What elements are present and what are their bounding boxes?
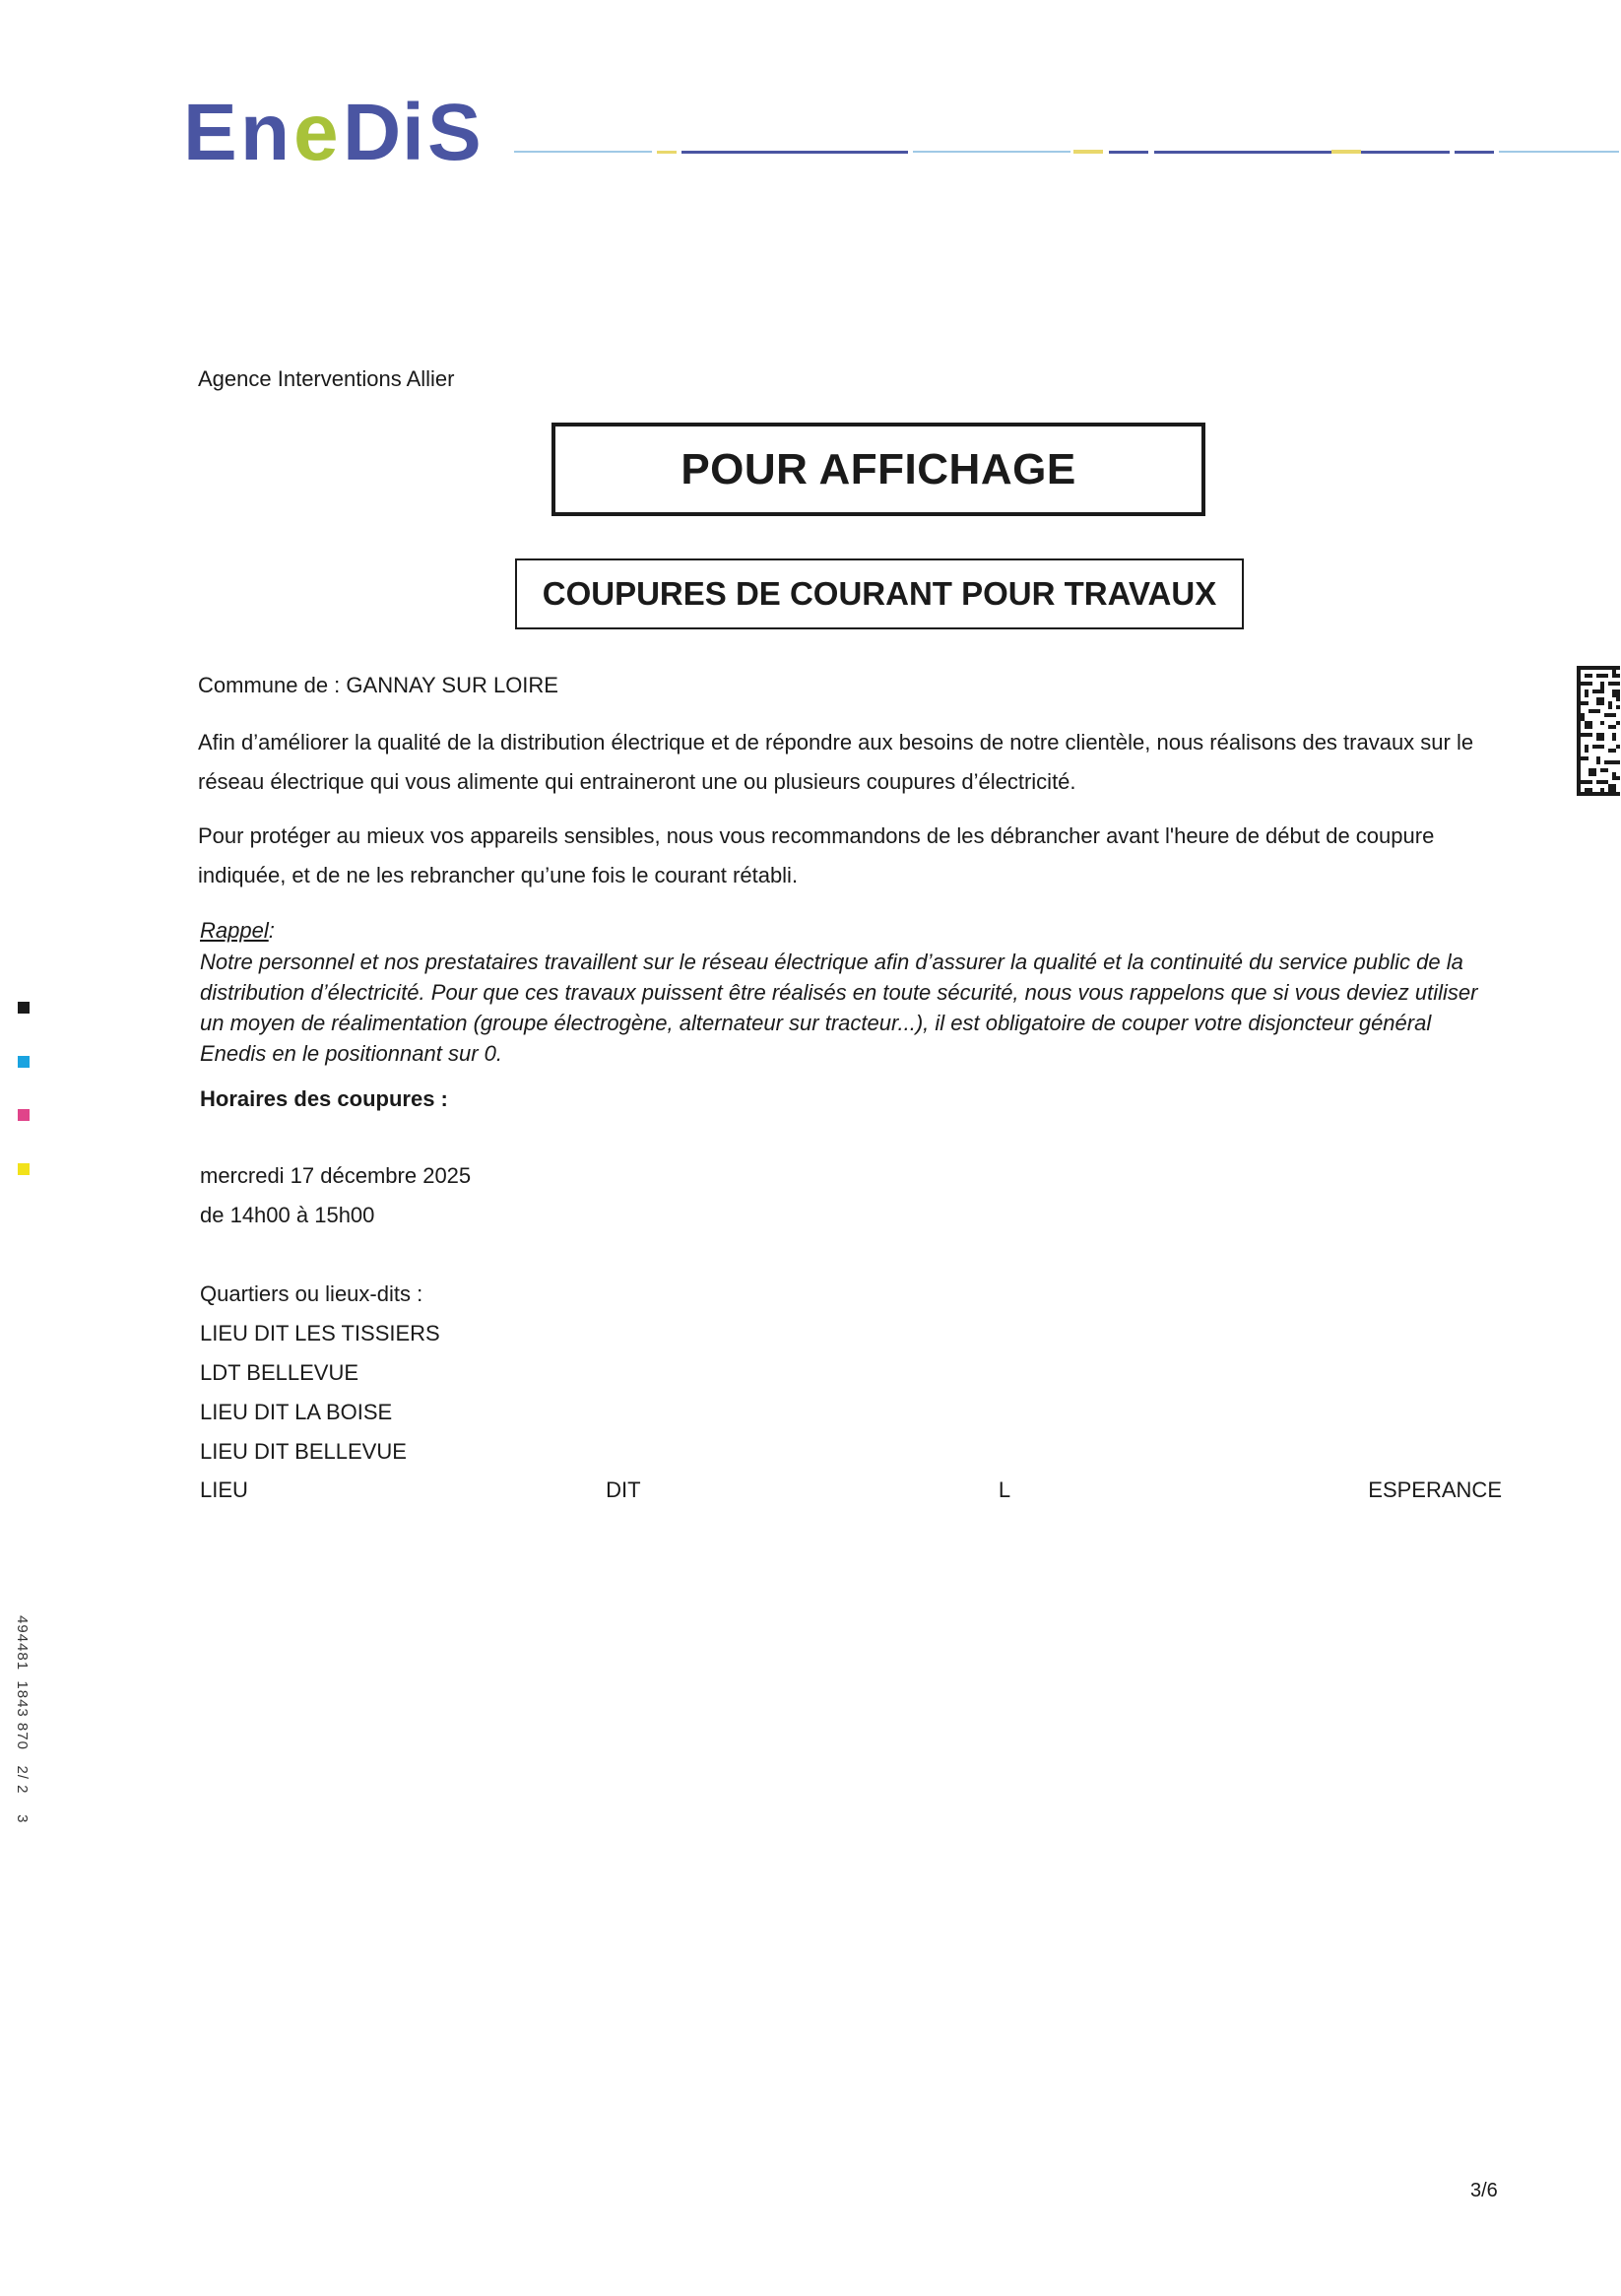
rappel-text: Notre personnel et nos prestataires travaillent sur le réseau électrique afin d’assurer la qualité et la continuité du service public de la distribution d’électricité. Pour que ces travaux puissent être réalisés en toute sécurité, nous vous rappelons que si vous deviez utiliser un moyen de réalimentation (groupe électrogène, alternateur sur tracteur...), il est obligatoire de couper votre disjoncteur général Enedis en le positionnant sur 0. bbox=[200, 950, 1478, 1066]
enedis-logo bbox=[183, 95, 498, 171]
coupures-title: COUPURES DE COURANT POUR TRAVAUX bbox=[542, 575, 1217, 612]
list-item: LIEU DIT LES TISSIERS bbox=[200, 1321, 440, 1345]
quartiers-list bbox=[200, 1321, 440, 1478]
intro-paragraph: Afin d’améliorer la qualité de la distribution électrique et de répondre aux besoins de notre clientèle, nous réalisons des travaux sur le réseau électrique qui vous alimente qui entraineront une ou plusieurs coupures d’électricité. bbox=[198, 730, 1474, 794]
list-item: LIEU DIT BELLEVUE bbox=[200, 1439, 407, 1464]
pour-affichage-box bbox=[551, 423, 1205, 516]
quartier-word: LIEU bbox=[200, 1477, 248, 1502]
page-number: 3/6 bbox=[1470, 2180, 1498, 2201]
rappel-label bbox=[200, 918, 275, 944]
horaires-heading: Horaires des coupures : bbox=[200, 1086, 448, 1111]
rappel-label-colon: : bbox=[268, 918, 275, 943]
registration-mark-black bbox=[18, 1002, 30, 1014]
agency-name: Agence Interventions Allier bbox=[198, 366, 455, 391]
quartier-justified-line bbox=[200, 1477, 1502, 1503]
quartier-word: L bbox=[998, 1477, 1011, 1502]
list-item: LIEU DIT LA BOISE bbox=[200, 1400, 393, 1424]
svg-text:S: S bbox=[427, 95, 482, 171]
quartiers-heading: Quartiers ou lieux-dits : bbox=[200, 1281, 423, 1306]
rappel-label-word: Rappel bbox=[200, 918, 269, 943]
header-decorative-line bbox=[514, 148, 1619, 156]
registration-mark-magenta bbox=[18, 1109, 30, 1121]
svg-text:e: e bbox=[293, 95, 339, 171]
schedule-date: mercredi 17 décembre 2025 bbox=[200, 1163, 472, 1188]
registration-mark-cyan bbox=[18, 1056, 30, 1068]
margin-print-code: 494481 1843 870 2/ 2 3 bbox=[14, 1615, 31, 1824]
registration-mark-yellow bbox=[18, 1163, 30, 1175]
datamatrix-barcode-icon bbox=[1577, 666, 1620, 796]
list-item: LDT BELLEVUE bbox=[200, 1360, 359, 1385]
commune-line: Commune de : GANNAY SUR LOIRE bbox=[198, 673, 558, 697]
schedule-time: de 14h00 à 15h00 bbox=[200, 1203, 375, 1227]
recommendation-paragraph: Pour protéger au mieux vos appareils sensibles, nous vous recommandons de les débrancher avant l'heure de début de coupure indiquée, et de ne les rebrancher qu’une fois le courant rétabli. bbox=[198, 823, 1435, 887]
quartier-word: ESPERANCE bbox=[1368, 1477, 1502, 1502]
svg-text:E: E bbox=[183, 95, 239, 171]
svg-text:n: n bbox=[240, 95, 291, 171]
quartier-word: DIT bbox=[606, 1477, 641, 1502]
pour-affichage-title: POUR AFFICHAGE bbox=[681, 444, 1076, 493]
svg-text:i: i bbox=[402, 95, 424, 171]
coupures-box bbox=[515, 558, 1244, 629]
svg-text:D: D bbox=[343, 95, 402, 171]
